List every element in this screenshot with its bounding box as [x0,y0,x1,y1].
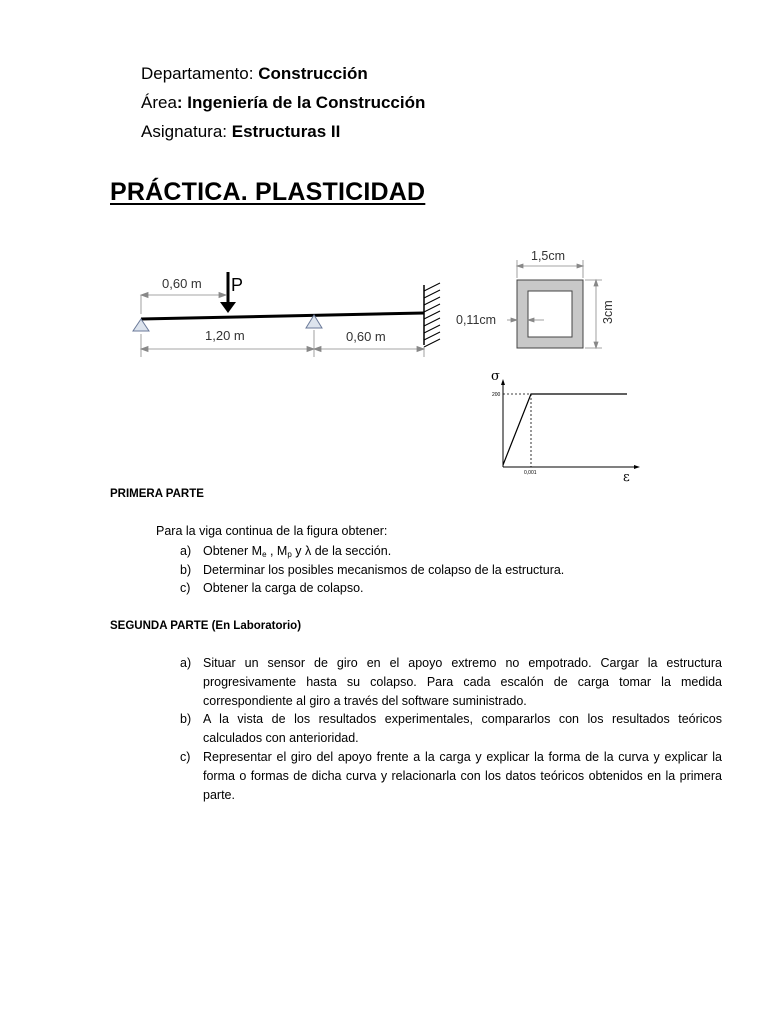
dim-load-position [141,293,226,315]
list-marker: a) [180,544,192,558]
load-label: P [231,275,244,295]
part2-heading: SEGUNDA PARTE (En Laboratorio) [110,620,302,632]
cross-section [517,280,583,348]
list-item [180,748,722,804]
list-item-text: Situar un sensor de giro en el apoyo extremo no empotrado. Cargar la estructura progresivamente hasta su colapso. Para cada escalón de carga tomar la medida correspondiente al giro a través del software suministrado. [203,656,722,708]
subject-label: Asignatura: [141,122,232,141]
section-thickness-label: 0,11cm [456,313,497,327]
part1-heading: PRIMERA PARTE [110,488,204,500]
department-value: Construcción [258,64,368,83]
dim-span-2-label: 0,60 m [346,329,386,344]
list-item [180,561,564,580]
department-line [141,64,368,84]
area-label: Área [141,93,177,112]
pin-support-middle [306,315,322,328]
page-title: PRÁCTICA. PLASTICIDAD [110,178,426,206]
list-item-text: Determinar los posibles mecanismos de colapso de la estructura. [203,562,565,577]
part2-list [180,654,722,804]
subject-line [141,122,340,142]
list-item [180,654,722,710]
department-label: Departamento: [141,64,259,83]
list-item: a) Obtener $M_e$ , $M_p$ y λ de la sección. [180,544,392,559]
dim-section [507,260,602,348]
part1-intro: Para la viga continua de la figura obtener: [156,524,388,538]
stress-strain-chart [501,379,640,469]
yield-stress-tick: 200 [492,392,501,398]
load-arrow-icon [220,272,236,313]
dim-load-position-label: 0,60 m [162,276,202,291]
list-item-text: Obtener la carga de colapso. [203,581,364,595]
dim-spans [141,330,424,357]
area-line [141,93,425,113]
pin-support-left [133,319,149,331]
yield-strain-tick: 0,001 [524,470,537,476]
list-marker: c) [180,749,191,764]
list-marker: a) [180,656,192,670]
section-height-label: 3cm [601,300,615,324]
list-item [180,579,564,598]
subject-value: Estructuras II [231,122,341,141]
dim-span-1-label: 1,20 m [205,328,245,343]
sigma-axis-label: σ [491,369,500,384]
part1-list [180,542,564,598]
list-item-text: A la vista de los resultados experimentales, compararlos con los resultados teóricos calculados con anterioridad. [203,712,722,746]
list-item-text: Representar el giro del apoyo frente a la carga y explicar la forma de la curva y explicar la forma o formas de dicha curva y relacionarla con los datos teóricos obtenidos en la primera parte. [203,749,722,802]
epsilon-axis-label: ε [623,470,630,485]
area-value: : Ingeniería de la Construcción [176,93,426,112]
list-item [180,710,722,748]
fixed-support [424,283,440,347]
section-width-label: 1,5cm [531,249,566,263]
stress-strain-curve [503,394,627,465]
list-marker: b) [180,712,192,727]
list-marker: c) [180,581,191,595]
list-marker: b) [180,562,192,577]
beam-line [141,313,424,319]
